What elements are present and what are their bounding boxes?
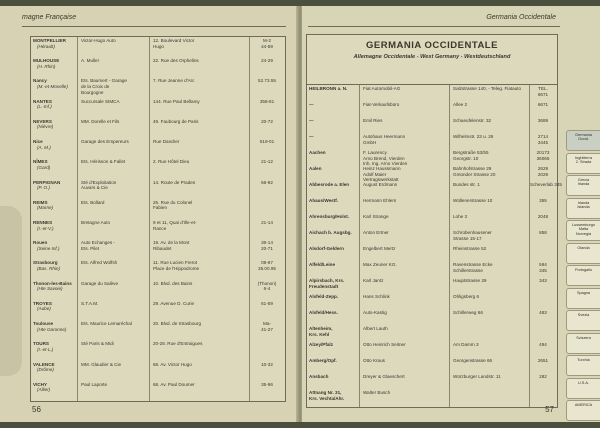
phone-number: 343 [539, 278, 547, 283]
city-name: Alpirsbach, Krs. Freudenstadt [309, 278, 345, 289]
region-name: (Drôme) [37, 367, 54, 373]
dealer-address: Allee 2 [453, 102, 468, 107]
dealer-name: Ets. Bollard [81, 199, 105, 205]
dealer-address: Würzburger Landstr. 11 [453, 374, 501, 379]
city-name: — [309, 134, 314, 139]
dealer-name: Auto Echanges - Ets. Pilet [81, 240, 115, 251]
dealer-name: Otto Heinrich Seitner [363, 342, 406, 347]
thumb-tab-label: Lussemburgo Malta Norvegia [571, 223, 595, 236]
city-name: Alsfeld/Hess. [309, 310, 338, 315]
phone-number: 20173 36065 [536, 150, 550, 161]
dealer-address: Hauptstrasse 29 [453, 278, 487, 283]
dealer-name: Victor-Hugo Auto [81, 38, 116, 43]
dealer-address: 10. Blvd. des Bains [153, 280, 193, 286]
city-name: TROYES [33, 300, 52, 306]
city-name: — [309, 118, 314, 123]
table-row [307, 310, 557, 326]
table-row [31, 58, 285, 78]
phone-number: 35-96 [261, 381, 273, 387]
phone-number: 2048 [537, 214, 549, 219]
table-row [31, 78, 285, 98]
table-row [31, 38, 285, 58]
table-row [31, 240, 285, 260]
city-name: Altenheim, Krs. Kehl [309, 326, 333, 337]
table-row [307, 134, 557, 150]
dealer-address: Georgenstrasse 66 [453, 358, 493, 363]
table-row [307, 150, 557, 166]
city-name: NANTES [33, 98, 52, 104]
dealer-name: Anton Ertner [363, 230, 389, 235]
region-name: (Gard) [37, 164, 51, 170]
page-number-left: 56 [32, 405, 41, 414]
city-name: MULHOUSE [33, 58, 60, 64]
table-row [31, 119, 285, 139]
region-name: (I.-et-V.) [37, 225, 54, 231]
dealer-address: Ohligsberg 6 [453, 294, 480, 299]
dealer-address: 68. Av. Paul Doumer [153, 381, 195, 387]
thumb-tab-label: Svizzera [576, 335, 591, 340]
city-name: NÎMES [33, 159, 48, 165]
dealer-name: Dreyer & Glaeschert [363, 374, 405, 379]
phone-number: 21-14 [261, 220, 273, 225]
head-rule-right [308, 26, 560, 27]
thumb-tab-label: Svezia [577, 313, 590, 317]
dealer-name: Walter Busch [363, 390, 391, 395]
table-row [31, 301, 285, 321]
dealer-address: Am Damm 3 [453, 342, 479, 347]
dealer-address: 25. Rue du Colonel Fabien [153, 199, 193, 211]
region-name: (P. O.) [37, 185, 50, 191]
region-name: (Hte Savoie) [37, 286, 63, 292]
city-name: REIMS [33, 199, 48, 205]
dealer-name: Ets. Alfred Wolfsh [81, 260, 118, 266]
city-name: Alsdorf-Geldern [309, 246, 344, 251]
dealer-name: Karl Jantz [363, 278, 384, 283]
dealer-address: Lohe 3 [453, 214, 468, 219]
city-name: VICHY [33, 381, 48, 387]
phone-number: Ma- 41-27 [261, 321, 273, 332]
region-name: (I.-et-L.) [37, 346, 54, 352]
phone-number: 24-29 [261, 58, 273, 64]
city-name: NEVERS [33, 118, 52, 124]
table-row [31, 260, 285, 280]
city-name: Thonon-les-Bains [33, 280, 72, 286]
dealer-address: Wilhelmstr. 23 u. 26 [453, 134, 494, 139]
city-name: Attnang Nr. 31, Krs. Vechta/Ahr. [309, 390, 345, 401]
running-head-right: Germania Occidentale [486, 14, 556, 21]
thumb-tab[interactable] [566, 220, 600, 241]
city-name: Abbesrode a. Elen [309, 182, 350, 187]
dealer-name: Albert Lauth [363, 326, 388, 331]
thumb-tab-label: Portogallo [574, 268, 593, 272]
dealer-address: 49. Faubourg de Paris [153, 118, 199, 124]
dealer-address: 68. Av. Victor Hugo [153, 361, 192, 367]
table-row [307, 246, 557, 262]
dealer-address: Bergstraße 53/55 Georgstr. 10 [453, 150, 489, 161]
phone-number: M-2 44-59 [261, 38, 273, 49]
thumb-tab-label: Spagna [576, 290, 591, 295]
dealer-address: Wüllenerstrasse 10 [453, 198, 493, 203]
table-row [31, 341, 285, 361]
dealer-name: Auto-Kastig [363, 310, 387, 315]
thumb-tab[interactable] [566, 288, 600, 309]
dealer-address: Schrobenhausener Strasse 15-17 [453, 230, 492, 241]
dealer-address: Rheinstrasse 52 [453, 246, 487, 251]
dealer-name: Otto Kraus [363, 358, 385, 363]
dealer-address: 11. Rue Lucien Frerot Place de l'Hippodrome [153, 260, 200, 272]
dealer-name: Autohaus Heermann GmbH [363, 134, 406, 145]
city-name: TOURS [33, 341, 49, 347]
phone-number: 358-81 [259, 98, 275, 104]
table-row [307, 182, 562, 198]
phone-number: TEL. 6671 [537, 86, 549, 97]
table-row [31, 321, 285, 341]
dealer-address: 9 et 11, Quai d'Ille-et- Rance [153, 220, 197, 231]
city-name: Toulouse [33, 321, 54, 327]
city-name: Nice [33, 139, 43, 145]
dealer-name: Fiat Automobil-AG [363, 86, 401, 91]
dealer-name: Emil Ries [363, 118, 383, 123]
thumb-tab-label: Germania Occid. [575, 133, 592, 142]
city-name: RENNES [33, 220, 53, 225]
dealer-address: 144. Rue Paul Bellamy [153, 98, 200, 104]
table-row [307, 214, 557, 230]
dealer-name: Engelbert Mertz [363, 246, 396, 251]
region-name: (Allier) [37, 387, 51, 393]
city-name: Aichach b. Augsbg. [309, 230, 352, 235]
region-name: (H. Rhin) [37, 63, 56, 69]
region-name: (Bas. Rhin) [37, 266, 60, 272]
city-name: Amberg/Opf. [309, 358, 337, 363]
country-title: GERMANIA OCCIDENTALE [366, 40, 498, 51]
table-row [307, 358, 557, 374]
phone-number: 10-32 [261, 361, 273, 367]
table-row [31, 159, 285, 179]
dealer-name: MM. Glaudier & Cie [81, 361, 122, 367]
city-name: Alzey/Pfalz [309, 342, 333, 347]
table-row [307, 118, 557, 134]
phone-number: 355 [539, 198, 547, 203]
table-row [307, 374, 557, 390]
thumb-index-cutout [0, 206, 22, 376]
dealer-name: Hermann Ehlers [363, 198, 397, 203]
dealer-name: Ets. Maurice Lemaréchal [81, 321, 132, 327]
dealer-name: Paul Laporte [81, 381, 108, 387]
dealer-address: 7. Rue Jeanne d'Arc [153, 78, 195, 84]
phone-number: 282 [539, 374, 547, 379]
table-row [31, 99, 285, 119]
thumb-tab[interactable] [566, 175, 600, 196]
dealer-name: Succursale SIMCA [81, 98, 120, 104]
left-page [0, 6, 298, 422]
dealer-name: S.T.A.M. [81, 300, 99, 306]
table-row [307, 230, 557, 246]
table-row [31, 220, 285, 240]
phone-number: 2714 3445 [537, 134, 549, 145]
country-subtitle: Allemagne Occidentale - West Germany - Westdeutschland [353, 54, 511, 60]
table-row [31, 362, 285, 382]
dealer-name: Heinz Haussmann Adolf Maier Vertragswerkstatt [363, 166, 401, 183]
city-name: Rouen [33, 240, 48, 246]
dealer-name: Fiat-Verkaufsbüro [363, 102, 400, 107]
dealer-address: Rue Dandrer [153, 139, 180, 145]
head-rule-left [22, 26, 286, 27]
region-name: (Seine Inf.) [37, 245, 60, 251]
phone-number: 2651 [537, 358, 549, 363]
region-name: (Nièvre) [37, 124, 54, 130]
region-name: (M.-et-Moselle) [37, 84, 68, 90]
dealer-name: MM. Dorelle et Fils [81, 118, 120, 124]
phone-number: 858 [539, 230, 547, 235]
dealer-address: Salzstrasse 140, - Teleg. Fiatauto [453, 86, 522, 91]
running-head-left: magne Française [22, 14, 77, 21]
right-page [302, 6, 600, 422]
phone-number: 61-59 [261, 300, 273, 306]
city-name: Strasbourg [33, 260, 58, 266]
thumb-tab[interactable] [566, 310, 600, 331]
thumb-tab[interactable] [566, 265, 600, 286]
thumb-tab[interactable] [566, 378, 600, 399]
region-name: (Hérault) [37, 43, 55, 49]
phone-number: 56-92 [261, 179, 273, 185]
city-name: Ahrensburg/Holst. [309, 214, 350, 219]
thumb-tab[interactable] [566, 243, 600, 264]
page-number-right: 57 [545, 405, 554, 414]
city-name: Ansbach [309, 374, 329, 379]
phone-number: 483 [539, 310, 547, 315]
dealer-name: Karl Strange [363, 214, 389, 219]
city-name: MONTPELLIER [33, 38, 66, 43]
dealer-address: 20-28. Rue d'Entraigues [153, 341, 203, 347]
city-name: — [309, 102, 314, 107]
thumb-tab[interactable] [566, 355, 600, 376]
dealer-name: Bretagne Auto [81, 220, 111, 225]
dealer-address: 12. Boulevard Victor Hugo [153, 38, 195, 49]
dealer-name: Garage du Salève [81, 280, 119, 286]
table-row [307, 166, 557, 182]
city-name: Ahaus/Westf. [309, 198, 339, 203]
city-name: Aalen [309, 166, 322, 171]
dealer-address: 20. Blvd. de Strasbourg [153, 321, 202, 327]
dealer-address: Schaeufelenstr. 32 [453, 118, 492, 123]
dealer-address: Ravenstrasse Ecke Schillerstrasse [453, 262, 493, 273]
city-name: VALENCE [33, 361, 55, 367]
thumb-tab[interactable] [566, 130, 600, 151]
dealer-name: Ets. Hérisson & Fallet [81, 159, 126, 165]
city-name: Alsfeld-Zepp. [309, 294, 339, 299]
thumb-tab[interactable] [566, 333, 600, 354]
region-name: (L.-Inf.) [37, 104, 52, 110]
dealer-name: A. Muller [81, 58, 100, 64]
dealer-name: August Erdmann [363, 182, 398, 187]
table-row [31, 139, 285, 159]
phone-number: 2629 2029 [537, 166, 549, 177]
dealer-address: 2. Rue Hôtel Dieu [153, 159, 190, 165]
thumb-tab-label: Irlanda Islanda [577, 200, 590, 209]
table-row [31, 281, 285, 301]
dealer-name: Sté Paris & Midi [81, 341, 114, 347]
region-name: (Marne) [37, 205, 54, 211]
thumb-tab[interactable] [566, 198, 600, 219]
phone-number: Scheverlab 345 [530, 182, 562, 187]
table-row [307, 294, 557, 310]
phone-number: (Thonon) 6-4 [257, 280, 277, 292]
dealer-address: Bahnhofstrasse 29 Gmünder Strasse 20 [453, 166, 496, 177]
dealer-address: Bundes str. 1 [453, 182, 480, 187]
dealer-name: Max Zeuner KG. [363, 262, 397, 267]
thumb-tab-label: Grecia Irlanda [577, 178, 590, 187]
city-name: Nancy [33, 78, 47, 84]
table-row [307, 326, 557, 342]
phone-number: 21-12 [261, 159, 273, 165]
table-row [307, 390, 557, 406]
phone-number: 494 [539, 342, 547, 347]
phone-number: 6671 [537, 102, 549, 107]
thumb-tab[interactable] [566, 400, 600, 421]
phone-number: 20-72 [261, 118, 273, 124]
table-row [307, 102, 557, 118]
thumb-tab[interactable] [566, 153, 600, 174]
city-name: HEILBRONN a. N. [309, 86, 348, 91]
dealer-address: 22. Rue des Orphelins [153, 58, 199, 64]
phone-number: 08-67 35.00.95 [258, 260, 276, 272]
table-row [31, 180, 285, 200]
dealer-address: 14. Route de Prades [153, 179, 196, 185]
table-row [31, 200, 285, 220]
city-name: PERPIGNAN [33, 179, 61, 185]
thumb-tab-label: U.S.A. [578, 380, 589, 385]
table-row [307, 86, 557, 102]
phone-number: 519-01 [259, 139, 275, 145]
phone-number: 36-14 20-71 [261, 240, 273, 251]
region-name: (Aube) [37, 306, 51, 312]
city-name: Aachen [309, 150, 326, 155]
dealer-table-france [30, 36, 286, 402]
table-row [31, 382, 285, 402]
thumb-tab-label: Inghilterra 2. Strada [575, 155, 592, 164]
thumb-tab-label: Olanda [577, 245, 590, 250]
phone-number: 3689 [537, 118, 549, 123]
dealer-name: F. Laurency Arno Brend, Vierden Inh. Ing. Arno Vierden [363, 150, 408, 167]
phone-number: 52.73.55 [258, 78, 276, 84]
dealer-name: Ets. Baumert - Garage de la Croix de Bourgogne [81, 78, 127, 95]
table-row [307, 278, 557, 294]
region-name: (Hte Garonne) [37, 326, 67, 332]
thumb-tab-label: AMERICA [574, 403, 593, 407]
dealer-table-germany [306, 84, 562, 408]
dealer-address: 29. Avenue D. Curie [153, 300, 195, 306]
country-banner [306, 34, 558, 86]
dealer-address: Schillerweg 66 [453, 310, 483, 315]
table-row [307, 198, 557, 214]
region-name: (A. M.) [37, 144, 51, 150]
phone-number: 594 345 [539, 262, 547, 273]
dealer-address: 19. Av. de la Mont Ribaudet [153, 240, 190, 251]
dealer-name: Hans Schlink [363, 294, 390, 299]
dealer-name: Sté d'Exploitation Auvars & Cie [81, 179, 117, 191]
table-row [307, 262, 557, 278]
table-row [307, 342, 557, 358]
thumb-tab-label: Turchia [577, 358, 590, 362]
city-name: Alfeld/Leine [309, 262, 336, 267]
dealer-name: Garage des Empereurs [81, 139, 129, 145]
